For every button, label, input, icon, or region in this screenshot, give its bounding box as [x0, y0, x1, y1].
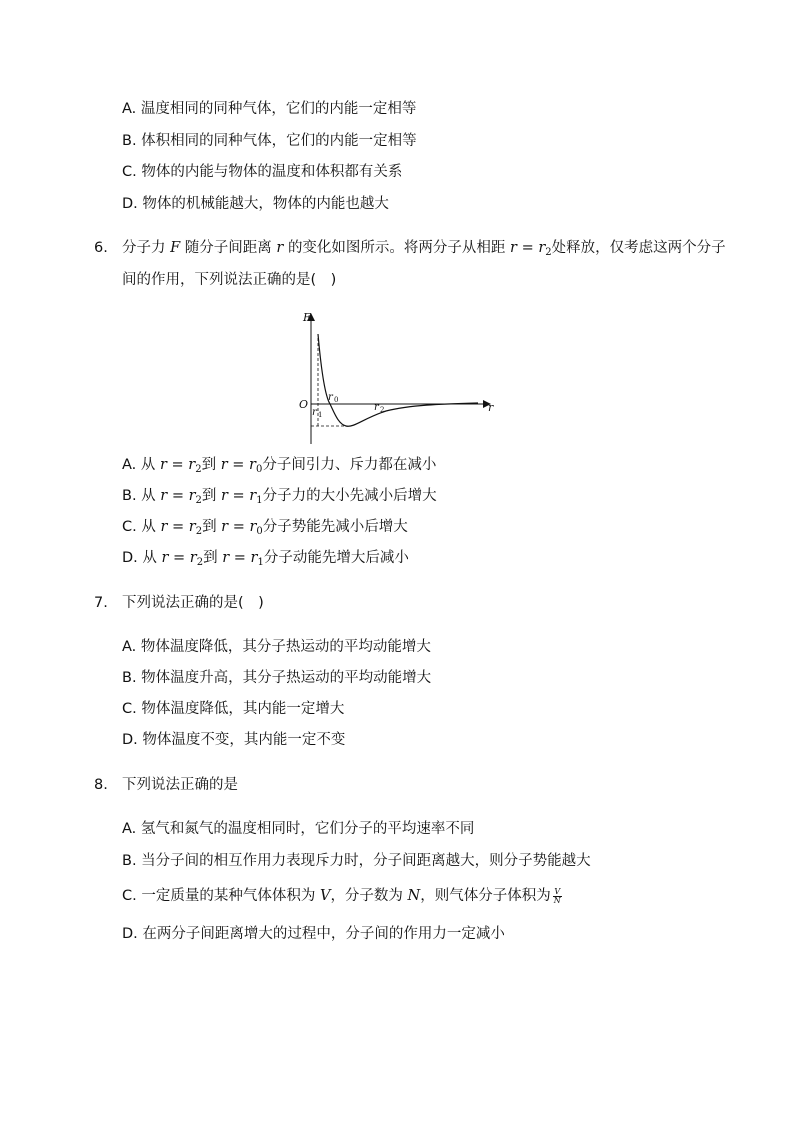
q6-option-a: A. 从 $r = r_2$到 $r = r_0$分子间引力、斥力都在减小 [122, 457, 437, 475]
q6-option-c: C. 从 $r = r_2$到 $r = r_0$分子势能先减小后增大 [122, 519, 408, 537]
q6-stem-line1: 分子力 F 随分子间距离 r 的变化如图所示。将两分子从相距 $r = r_2$处释放，仅考虑这两个分子 [122, 240, 726, 258]
r0-label [328, 392, 338, 404]
q6-option-b: B. 从 $r = r_2$到 $r = r_1$分子力的大小先减小后增大 [122, 488, 437, 506]
v-over-n-fraction: $\frac{V}{N}$ [553, 886, 561, 905]
svg-text:0: 0 [334, 396, 339, 404]
q8-option-b: B. 当分子间的相互作用力表现斥力时，分子间距离越大，则分子势能越大 [122, 853, 591, 869]
q7-option-b: B. 物体温度升高，其分子热运动的平均动能增大 [122, 670, 432, 686]
r1-label [312, 407, 322, 419]
q8-option-d: D. 在两分子间距离增大的过程中，分子间的作用力一定减小 [122, 926, 505, 942]
q7-option-d: D. 物体温度不变，其内能一定不变 [122, 732, 346, 748]
q8-stem: 下列说法正确的是 [122, 777, 238, 793]
svg-text:r: r [374, 402, 379, 413]
svg-text:r: r [328, 392, 333, 403]
x-axis-label: r [488, 401, 494, 414]
force-curve [318, 334, 478, 426]
q5-option-d: D. 物体的机械能越大，物体的内能也越大 [122, 196, 389, 212]
q7-option-a: A. 物体温度降低，其分子热运动的平均动能增大 [122, 639, 431, 655]
y-axis-label: F [303, 311, 311, 324]
svg-text:r: r [312, 407, 317, 418]
svg-text:2: 2 [380, 406, 385, 414]
q6-option-d: D. 从 $r = r_2$到 $r = r_1$分子动能先增大后减小 [122, 550, 409, 568]
q5-option-a: A. 温度相同的同种气体，它们的内能一定相等 [122, 101, 417, 117]
q8-number: 8. [94, 777, 108, 793]
q5-option-b: B. 体积相同的同种气体，它们的内能一定相等 [122, 133, 417, 149]
origin-label: O [299, 398, 309, 411]
force-distance-graph [290, 308, 505, 448]
q8-option-a: A. 氢气和氮气的温度相同时，它们分子的平均速率不同 [122, 821, 475, 837]
q7-number: 7. [94, 595, 108, 611]
q5-option-c: C. 物体的内能与物体的温度和体积都有关系 [122, 164, 403, 180]
q7-option-c: C. 物体温度降低，其内能一定增大 [122, 701, 345, 717]
q6-stem-line2: 间的作用，下列说法正确的是( ) [122, 272, 337, 288]
q7-stem: 下列说法正确的是( ) [122, 595, 264, 611]
svg-text:1: 1 [318, 411, 323, 419]
q6-number: 6. [94, 240, 108, 256]
q8-option-c: C. 一定质量的某种气体体积为 V，分子数为 N，则气体分子体积为 $\frac{V}{N}$ [122, 886, 561, 905]
